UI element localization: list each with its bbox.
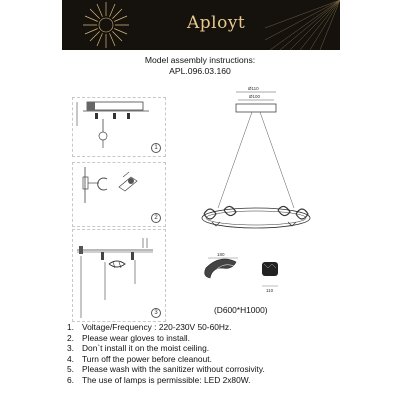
detail-size-dim: 110 bbox=[266, 288, 274, 293]
lamp-module-detail bbox=[262, 262, 278, 293]
suspension-cable bbox=[260, 112, 294, 208]
overall-dimensions: (D600*H1000) bbox=[214, 305, 268, 315]
safety-notes bbox=[67, 322, 265, 386]
step-number: 1 bbox=[151, 143, 161, 153]
canopy-outer-dim: Ø110 bbox=[248, 86, 259, 91]
note-item: 4. Turn off the power before cleanout. bbox=[67, 353, 212, 364]
detail-width-dim: 180 bbox=[217, 252, 225, 257]
crystal-ring bbox=[202, 206, 310, 228]
ceiling-canopy bbox=[236, 86, 276, 112]
note-item: 2. Please wear gloves to install. bbox=[67, 332, 190, 343]
document-title: Model assembly instructions: bbox=[144, 55, 256, 65]
note-item: 1. Voltage/Frequency : 220-230V 50-60Hz. bbox=[67, 322, 232, 332]
note-item: 6. The use of lamps is permissible: LED 2x80W. bbox=[67, 374, 251, 385]
model-number: APL.096.03.160 bbox=[169, 66, 231, 76]
suspension-cable bbox=[218, 112, 252, 208]
step-number: 3 bbox=[151, 308, 161, 318]
brand-name: Aployt bbox=[187, 13, 246, 33]
canopy-inner-dim: Ø100 bbox=[249, 94, 261, 99]
crystal-link-detail bbox=[205, 252, 238, 278]
note-item: 5. Please wash with the sanitizer without corrosivity. bbox=[67, 364, 265, 375]
step-number: 2 bbox=[151, 213, 161, 223]
note-item: 3. Don`t install it on the moist ceiling. bbox=[67, 343, 210, 354]
